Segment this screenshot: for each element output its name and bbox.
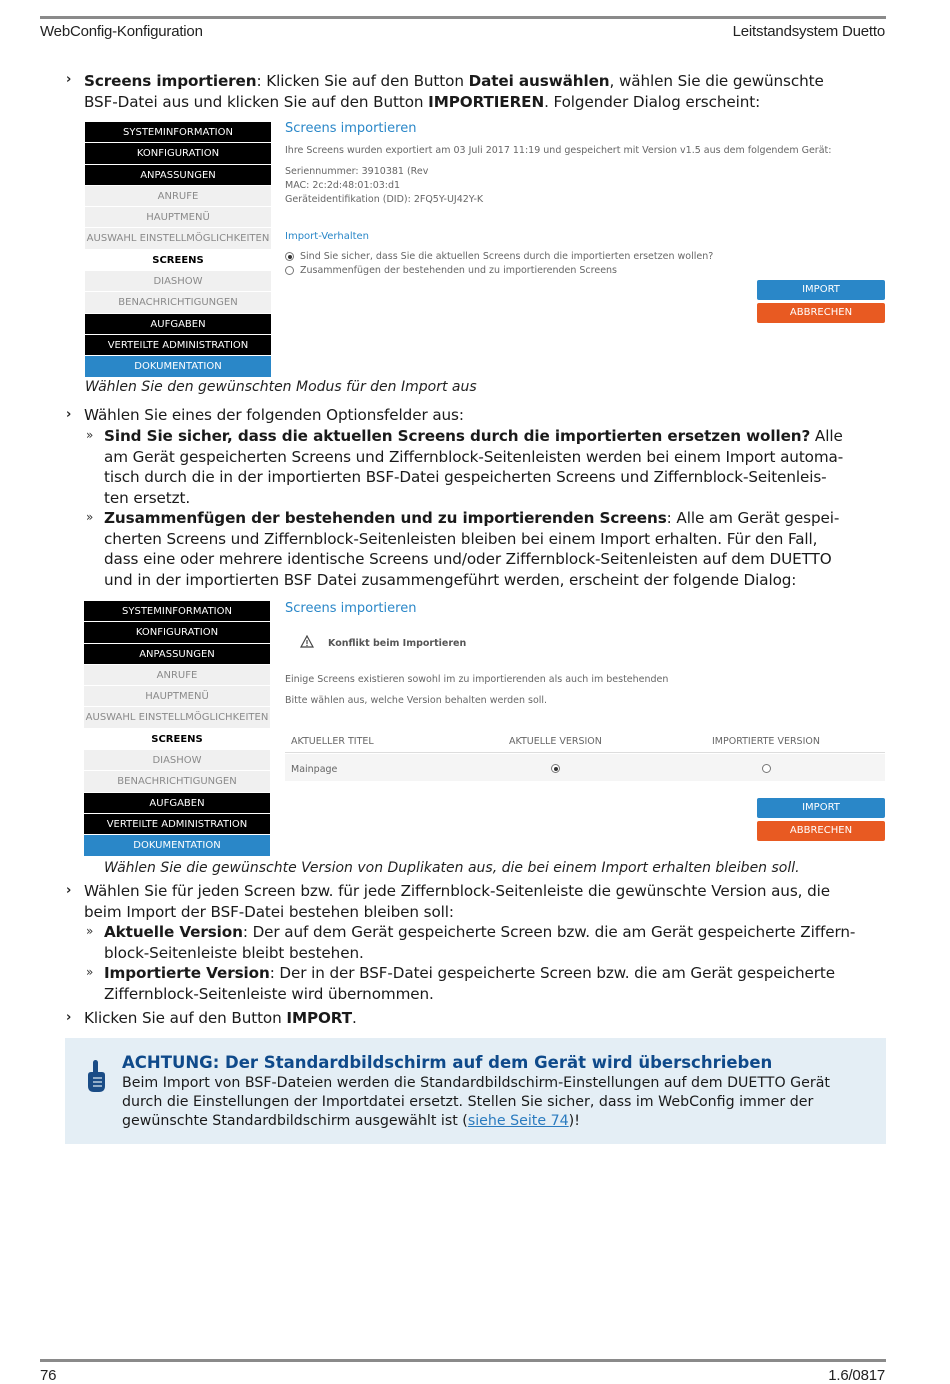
caption-2: Wählen Sie die gewünschte Version von Duplikaten aus, die bei einem Import erhalten bleiben soll. <box>104 860 800 876</box>
nav-item-auswahl[interactable]: AUSWAHL EINSTELLMÖGLICHKEITEN <box>85 228 271 249</box>
nav-item-konfiguration[interactable]: KONFIGURATION <box>85 143 271 164</box>
nav-item-anpassungen[interactable]: ANPASSUNGEN <box>84 644 270 665</box>
footer-page-number: 76 <box>40 1367 57 1384</box>
webconfig-nav-2 <box>84 601 270 857</box>
text-line: Ziffernblock-Seitenleiste wird übernommen. <box>104 984 434 1003</box>
sub-bullet-icon: » <box>86 510 94 524</box>
shot1-serial: Seriennummer: 3910381 (Rev <box>285 166 429 177</box>
text-line: Beim Import von BSF-Dateien werden die Standardbildschirm-Einstellungen auf dem DUETTO Gerät <box>122 1075 830 1091</box>
shot2-col-imported: IMPORTIERTE VERSION <box>712 736 820 747</box>
shot2-conflict-heading: Konflikt beim Importieren <box>328 638 467 649</box>
text-line: dass eine oder mehrere identische Screens und/oder Ziffernblock-Seitenleisten auf dem DUETTO <box>104 550 832 568</box>
sub-bullet-icon: » <box>86 965 94 979</box>
note-body <box>122 1074 867 1131</box>
shot1-radio-merge-label: Zusammenfügen der bestehenden und zu importierenden Screens <box>300 265 618 276</box>
screens-import-label: Screens importieren <box>84 72 257 90</box>
footer-version: 1.6/0817 <box>828 1367 885 1384</box>
nav-item-diashow[interactable]: DIASHOW <box>85 271 271 292</box>
nav-item-konfiguration[interactable]: KONFIGURATION <box>84 622 270 643</box>
shot1-mac: MAC: 2c:2d:48:01:03:d1 <box>285 180 401 191</box>
nav-item-hauptmenue[interactable]: HAUPTMENÜ <box>85 207 271 228</box>
paragraph-imported-version <box>104 963 886 1004</box>
nav-item-benachrichtigungen[interactable]: BENACHRICHTIGUNGEN <box>84 771 270 792</box>
bold-span: Sind Sie sicher, dass die aktuellen Screens durch die importierten ersetzen wollen? <box>104 427 811 445</box>
shot1-radio-replace[interactable] <box>285 252 294 261</box>
see-page-link[interactable]: siehe Seite 74 <box>467 1113 569 1129</box>
nav-item-dokumentation[interactable]: DOKUMENTATION <box>85 356 271 377</box>
nav-item-systeminformation[interactable]: SYSTEMINFORMATION <box>85 122 271 143</box>
text-line: tisch durch die in der importierten BSF-Datei gespeicherten Screens und Ziffernblock-Seitenleis- <box>104 468 827 486</box>
text-line: am Gerät gespeicherten Screens und Ziffernblock-Seitenleisten werden bei einem Import automa- <box>104 447 844 466</box>
text-span: gewünschte Standardbildschirm ausgewählt ist ( <box>122 1113 468 1129</box>
nav-item-verteilte-administration[interactable]: VERTEILTE ADMINISTRATION <box>85 335 271 356</box>
shot2-import-button[interactable]: IMPORT <box>757 798 885 818</box>
shot2-table-header-rule <box>285 752 885 753</box>
text-line: cherten Screens und Ziffernblock-Seitenleisten bleiben bei einem Import erhalten. Für den Fall, <box>104 529 818 548</box>
text-span: Klicken Sie auf den Button <box>84 1009 287 1027</box>
hand-pointing-icon <box>84 1059 108 1095</box>
nav-item-anrufe[interactable]: ANRUFE <box>84 665 270 686</box>
nav-item-anrufe[interactable]: ANRUFE <box>85 186 271 207</box>
bold-span: Importierte Version <box>104 964 270 982</box>
warning-icon <box>300 635 314 648</box>
shot2-info-1: Einige Screens existieren sowohl im zu importierenden als auch im bestehenden <box>285 674 669 685</box>
text-span: . <box>351 1009 357 1027</box>
shot2-info-2: Bitte wählen aus, welche Version behalten werden soll. <box>285 695 548 706</box>
shot1-radio-merge[interactable] <box>285 266 294 275</box>
text-line: durch die Einstellungen der Importdatei ersetzt. Stellen Sie sicher, dass im WebConfig immer der <box>122 1094 814 1110</box>
text-line: und in der importierten BSF Datei zusammengeführt werden, erscheint der folgende Dialog: <box>104 570 797 589</box>
bold-span: IMPORTIEREN <box>428 92 545 111</box>
nav-item-diashow[interactable]: DIASHOW <box>84 750 270 771</box>
header-rule <box>40 16 886 19</box>
sub-bullet-icon: » <box>86 428 94 442</box>
bullet-arrow-icon: › <box>66 407 72 422</box>
webconfig-nav-1 <box>85 122 271 378</box>
shot2-title: Screens importieren <box>285 601 417 616</box>
shot2-cancel-button[interactable]: ABBRECHEN <box>757 821 885 841</box>
shot2-col-title: AKTUELLER TITEL <box>291 736 374 747</box>
bold-span: Datei auswählen <box>468 72 610 90</box>
paragraph-click-import <box>84 1008 357 1029</box>
bold-span: Aktuelle Version <box>104 923 243 941</box>
bold-span: IMPORT <box>286 1009 352 1027</box>
shot1-radio-replace-label: Sind Sie sicher, dass Sie die aktuellen Screens durch die importierten ersetzen wollen? <box>300 251 714 262</box>
header-right: Leitstandsystem Duetto <box>732 23 885 40</box>
nav-item-aufgaben[interactable]: AUFGABEN <box>84 793 270 814</box>
shot1-import-button[interactable]: IMPORT <box>757 280 885 300</box>
nav-item-auswahl[interactable]: AUSWAHL EINSTELLMÖGLICHKEITEN <box>84 707 270 728</box>
text-span: BSF-Datei aus und klicken Sie auf den Button <box>84 92 429 111</box>
shot1-title: Screens importieren <box>285 121 417 136</box>
text-line: ten ersetzt. <box>104 488 191 507</box>
text-span: )! <box>568 1113 580 1129</box>
nav-item-systeminformation[interactable]: SYSTEMINFORMATION <box>84 601 270 622</box>
shot2-radio-current[interactable] <box>551 764 560 773</box>
paragraph-option-replace <box>104 426 886 508</box>
shot1-did: Geräteidentifikation (DID): 2FQ5Y-UJ42Y-K <box>285 194 484 205</box>
sub-bullet-icon: » <box>86 924 94 938</box>
bullet-arrow-icon: › <box>66 883 72 898</box>
bold-span: Zusammenfügen der bestehenden und zu importierenden Screens <box>104 509 667 527</box>
text-span: Alle <box>810 427 843 445</box>
text-line: Wählen Sie für jeden Screen bzw. für jede Ziffernblock-Seitenleiste die gewünschte Version aus, die <box>84 882 831 900</box>
nav-item-hauptmenue[interactable]: HAUPTMENÜ <box>84 686 270 707</box>
nav-item-aufgaben[interactable]: AUFGABEN <box>85 314 271 335</box>
nav-item-benachrichtigungen[interactable]: BENACHRICHTIGUNGEN <box>85 292 271 313</box>
bullet-arrow-icon: › <box>66 72 72 87</box>
header-left: WebConfig-Konfiguration <box>40 23 203 40</box>
text-line: beim Import der BSF-Datei bestehen bleiben soll: <box>84 902 454 921</box>
text-span: : Klicken Sie auf den Button <box>256 72 469 90</box>
nav-item-anpassungen[interactable]: ANPASSUNGEN <box>85 165 271 186</box>
nav-item-dokumentation[interactable]: DOKUMENTATION <box>84 835 270 856</box>
text-span: . Folgender Dialog erscheint: <box>544 92 761 111</box>
shot1-cancel-button[interactable]: ABBRECHEN <box>757 303 885 323</box>
paragraph-option-merge <box>104 508 886 590</box>
bullet-arrow-icon: › <box>66 1010 72 1025</box>
note-title: ACHTUNG: Der Standardbildschirm auf dem Gerät wird überschrieben <box>122 1053 773 1072</box>
text-span: : Der in der BSF-Datei gespeicherte Screen bzw. die am Gerät gespeicherte <box>269 964 836 982</box>
text-line: block-Seitenleiste bleibt bestehen. <box>104 943 364 962</box>
table-row <box>285 754 885 781</box>
paragraph-choose-version <box>84 881 886 922</box>
nav-item-screens[interactable]: SCREENS <box>85 250 271 271</box>
shot1-import-behavior: Import-Verhalten <box>285 231 370 242</box>
shot2-col-current: AKTUELLE VERSION <box>509 736 602 747</box>
shot1-export-info: Ihre Screens wurden exportiert am 03 Juli 2017 11:19 und gespeichert mit Version v1.5 aus dem folgendem Gerät: <box>285 145 832 156</box>
paragraph-current-version <box>104 922 886 963</box>
text-span: : Alle am Gerät gespei- <box>666 509 840 527</box>
paragraph-import-intro <box>84 71 886 112</box>
footer-rule <box>40 1359 886 1362</box>
caption-1: Wählen Sie den gewünschten Modus für den Import aus <box>85 379 477 395</box>
text-span: , wählen Sie die gewünschte <box>609 72 824 90</box>
shot2-radio-imported[interactable] <box>762 764 771 773</box>
nav-item-screens[interactable]: SCREENS <box>84 729 270 750</box>
text-span: : Der auf dem Gerät gespeicherte Screen bzw. die am Gerät gespeicherte Ziffern- <box>242 923 856 941</box>
paragraph-choose-option: Wählen Sie eines der folgenden Optionsfelder aus: <box>84 406 464 424</box>
shot2-row-title: Mainpage <box>291 764 338 775</box>
nav-item-verteilte-administration[interactable]: VERTEILTE ADMINISTRATION <box>84 814 270 835</box>
